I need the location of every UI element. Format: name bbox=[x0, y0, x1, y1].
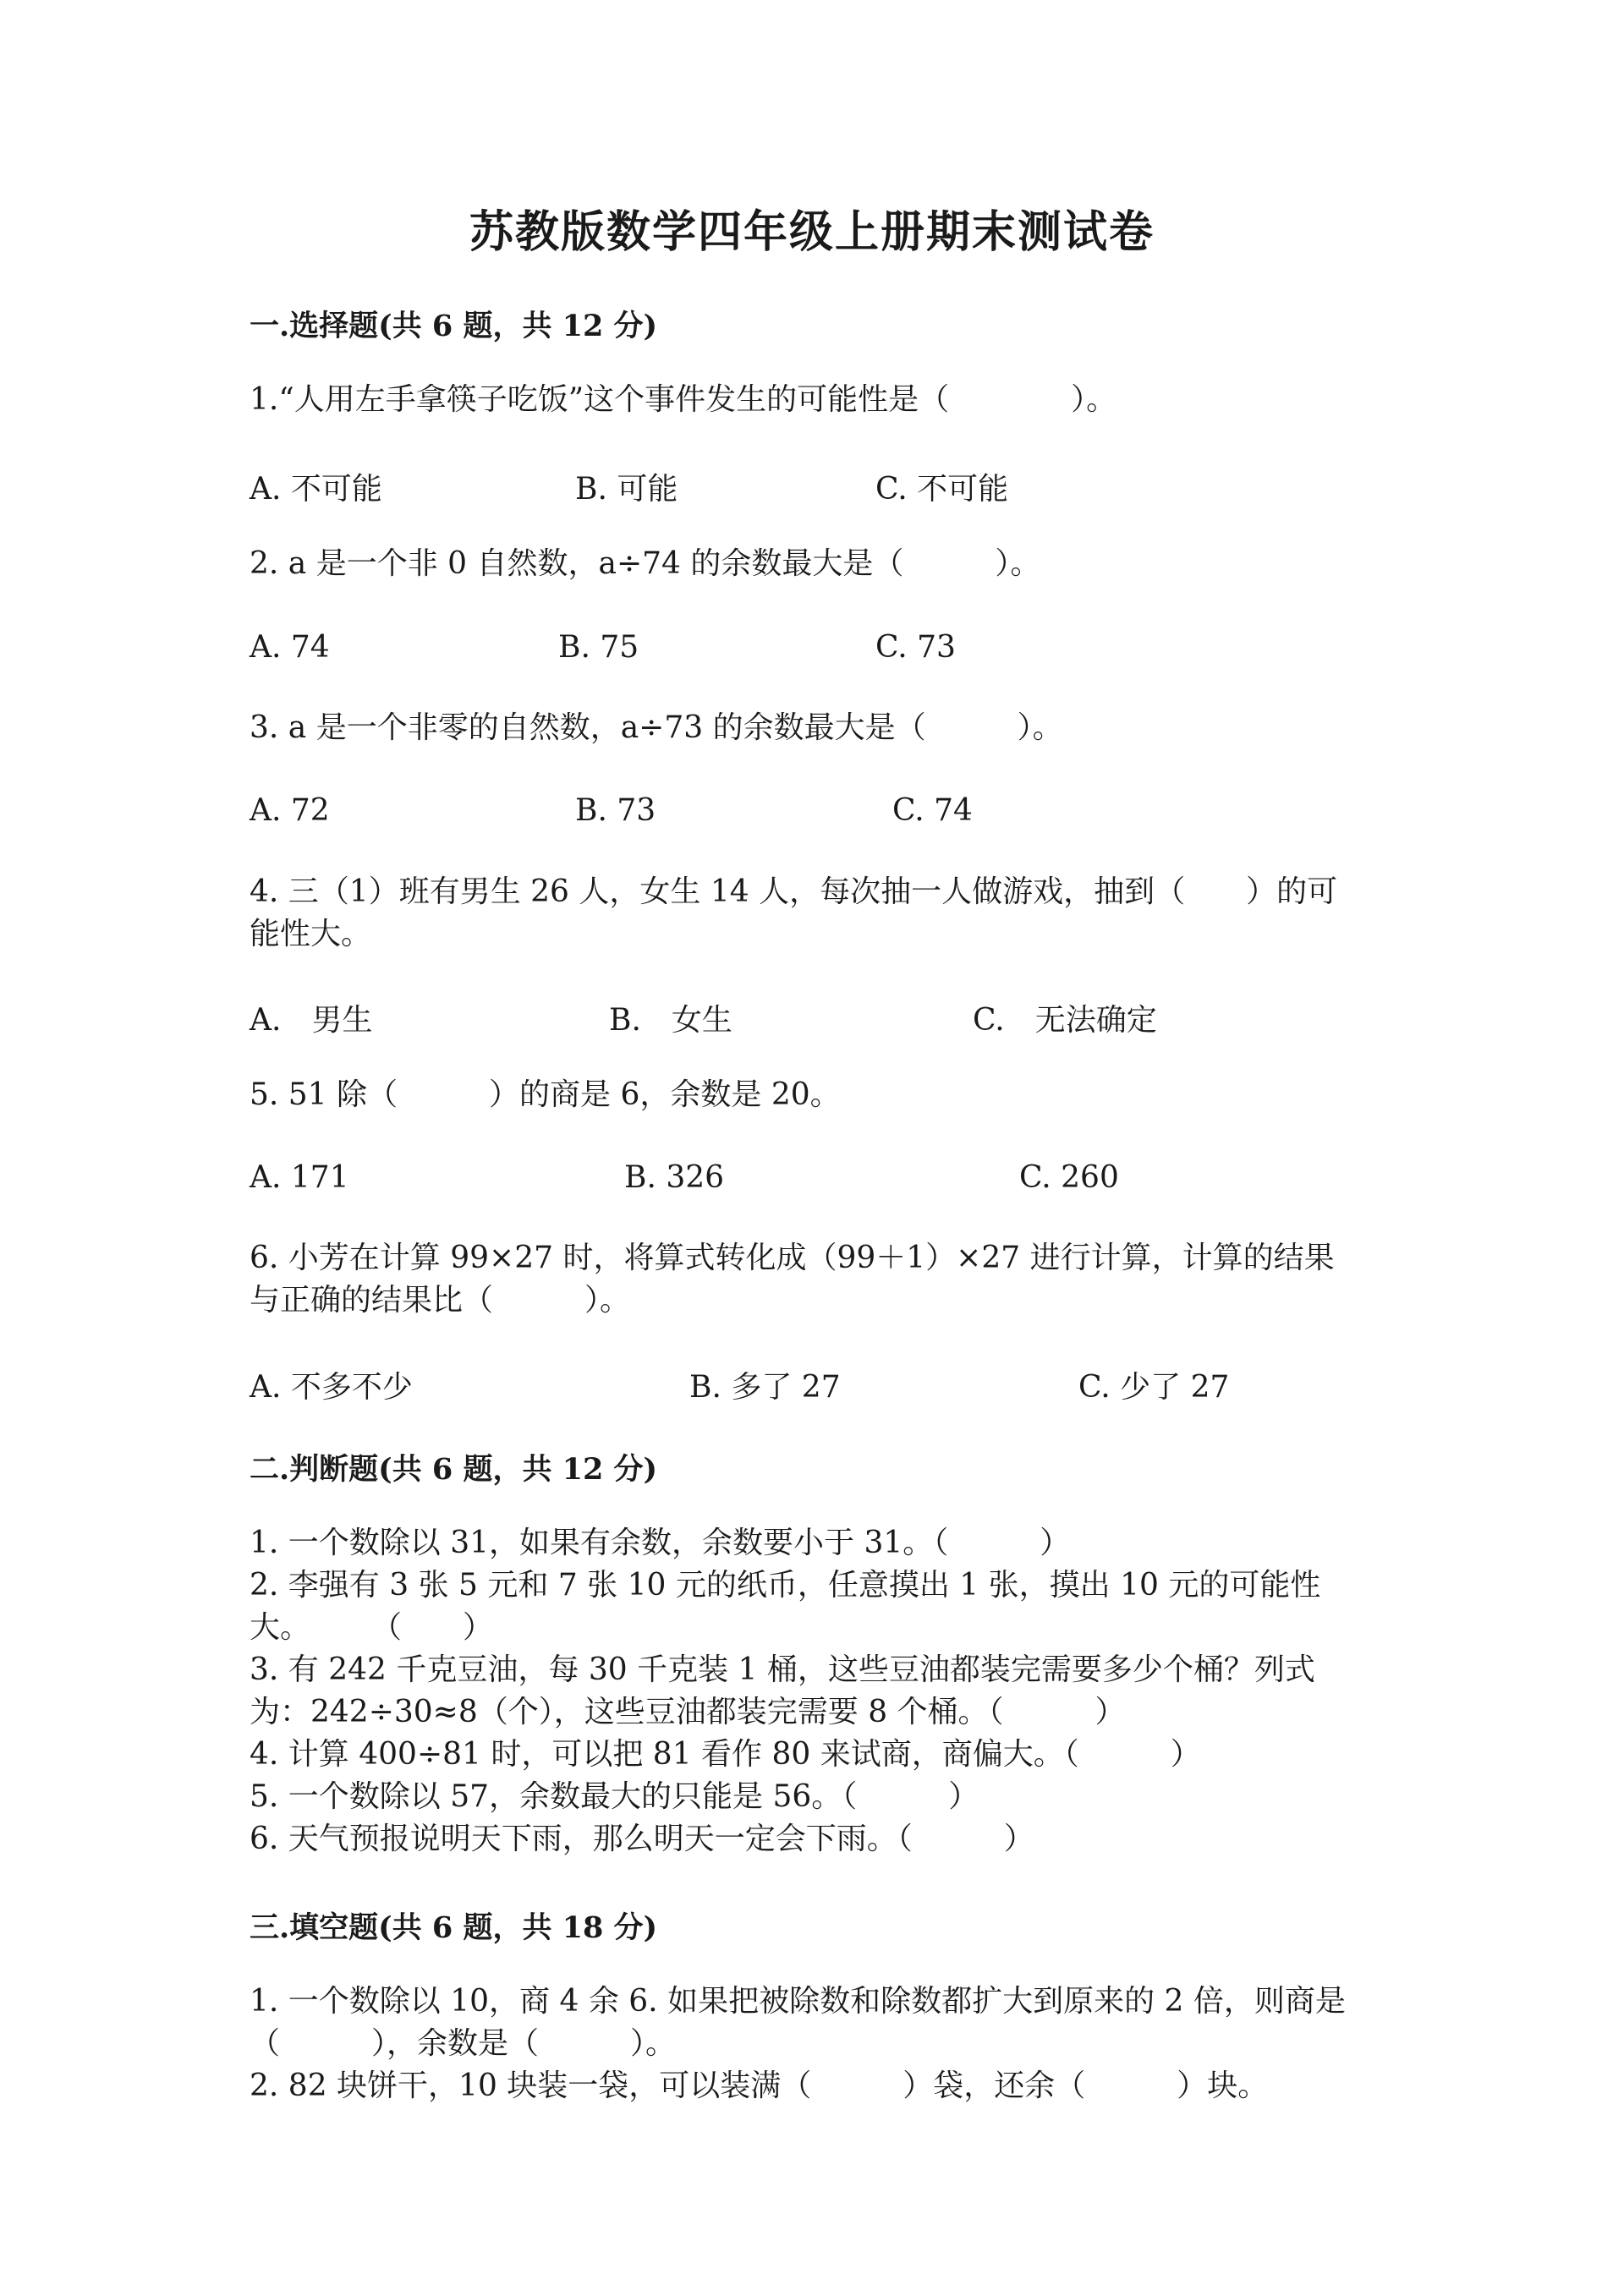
question-1-option-a: A. 不可能 bbox=[250, 472, 382, 507]
fill-line-1: 1. 一个数除以 10，商 4 余 6. 如果把被除数和除数都扩大到原来的 2 倍，则商是 bbox=[250, 1984, 1346, 2019]
question-5-option-b: B. 326 bbox=[624, 1160, 725, 1195]
question-4-text-line-1: 4. 三（1）班有男生 26 人，女生 14 人，每次抽一人做游戏，抽到（ ）的可 bbox=[250, 874, 1338, 909]
question-1-option-c: C. 不可能 bbox=[875, 472, 1009, 507]
question-3-option-c: C. 74 bbox=[892, 793, 973, 828]
question-1-option-b: B. 可能 bbox=[575, 472, 678, 507]
judge-line-4: 3. 有 242 千克豆油，每 30 千克装 1 桶，这些豆油都装完需要多少个桶？列式 bbox=[250, 1652, 1315, 1687]
question-6-text-line-2: 与正确的结果比（ ）。 bbox=[250, 1283, 631, 1318]
question-4-text-line-2: 能性大。 bbox=[250, 917, 372, 951]
judge-line-8: 6. 天气预报说明天下雨，那么明天一定会下雨。（ ） bbox=[250, 1822, 1034, 1856]
question-3-option-a: A. 72 bbox=[250, 793, 330, 828]
section-heading-choice: 一.选择题(共 6 题，共 12 分) bbox=[250, 309, 658, 343]
judge-line-3: 大。 （ ） bbox=[250, 1610, 494, 1645]
question-4-option-c: C. 无法确定 bbox=[973, 1003, 1157, 1038]
question-5-option-c: C. 260 bbox=[1019, 1160, 1119, 1195]
judge-line-6: 4. 计算 400÷81 时，可以把 81 看作 80 来试商，商偏大。（ ） bbox=[250, 1737, 1201, 1772]
question-4-option-a: A. 男生 bbox=[250, 1003, 373, 1038]
question-2-option-b: B. 75 bbox=[558, 630, 639, 665]
fill-line-3: 2. 82 块饼干，10 块装一袋，可以装满（ ）袋，还余（ ）块。 bbox=[250, 2069, 1269, 2103]
section-heading-fill: 三.填空题(共 6 题，共 18 分) bbox=[250, 1910, 658, 1945]
question-6-option-b: B. 多了 27 bbox=[689, 1370, 841, 1405]
question-5-option-a: A. 171 bbox=[250, 1160, 349, 1195]
page-title: 苏教版数学四年级上册期末测试卷 bbox=[469, 206, 1155, 258]
question-1-text: 1.“人用左手拿筷子吃饭”这个事件发生的可能性是（ ）。 bbox=[250, 382, 1117, 417]
question-2-text: 2. a 是一个非 0 自然数，a÷74 的余数最大是（ ）。 bbox=[250, 546, 1041, 581]
question-6-text-line-1: 6. 小芳在计算 99×27 时，将算式转化成（99＋1）×27 进行计算，计算的结果 bbox=[250, 1241, 1335, 1275]
judge-line-5: 为：242÷30≈8（个），这些豆油都装完需要 8 个桶。（ ） bbox=[250, 1695, 1126, 1729]
judge-line-2: 2. 李强有 3 张 5 元和 7 张 10 元的纸币，任意摸出 1 张，摸出 10 元的可能性 bbox=[250, 1568, 1321, 1603]
judge-line-7: 5. 一个数除以 57，余数最大的只能是 56。（ ） bbox=[250, 1779, 979, 1814]
question-4-option-b: B. 女生 bbox=[609, 1003, 732, 1038]
question-3-text: 3. a 是一个非零的自然数，a÷73 的余数最大是（ ）。 bbox=[250, 710, 1063, 745]
question-5-text: 5. 51 除（ ）的商是 6，余数是 20。 bbox=[250, 1077, 841, 1112]
question-6-option-a: A. 不多不少 bbox=[250, 1370, 413, 1405]
fill-line-2: （ ），余数是（ ）。 bbox=[250, 2026, 677, 2061]
section-heading-judge: 二.判断题(共 6 题，共 12 分) bbox=[250, 1452, 658, 1487]
question-2-option-a: A. 74 bbox=[250, 630, 330, 665]
judge-line-1: 1. 一个数除以 31，如果有余数，余数要小于 31。（ ） bbox=[250, 1526, 1071, 1560]
question-3-option-b: B. 73 bbox=[575, 793, 656, 828]
question-6-option-c: C. 少了 27 bbox=[1078, 1370, 1230, 1405]
question-2-option-c: C. 73 bbox=[875, 630, 956, 665]
